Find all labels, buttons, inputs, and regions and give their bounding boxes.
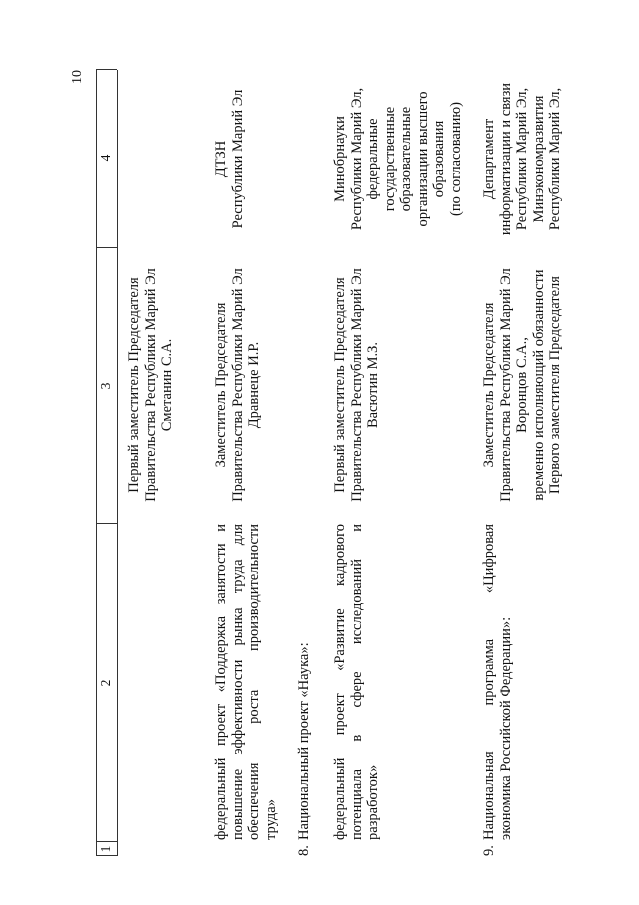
text-line: Национальная программа «Цифровая xyxy=(481,524,497,840)
section-number: 9. xyxy=(481,845,497,856)
text-line: экономика Российской Федерации»: xyxy=(497,616,514,840)
page-number: 10 xyxy=(70,70,85,84)
text-line: ДТЗН xyxy=(213,140,229,178)
text-line: Национальный проект «Наука»: xyxy=(296,642,312,840)
text-line: разработок» xyxy=(365,764,381,840)
text-line: федеральный проект «Поддержка занятости и xyxy=(213,524,229,840)
text-line: Республики Марий Эл, xyxy=(348,87,365,231)
row-responsible xyxy=(332,246,382,524)
header-col-3: 3 xyxy=(98,382,113,390)
row-executor xyxy=(213,70,246,248)
header-col-1: 1 xyxy=(98,845,113,853)
text-line: Воронцов С.А., xyxy=(514,337,530,433)
text-line: Первого заместителя Председателя xyxy=(547,276,563,494)
text-line: потенциала в сфере исследований и xyxy=(348,524,365,840)
text-line: Васютин М.З. xyxy=(365,341,381,429)
text-line: Заместитель Председателя xyxy=(213,302,229,468)
text-line: Республики Марий Эл, xyxy=(547,87,563,231)
header-divider xyxy=(96,523,117,524)
text-line: Дравнеце И.Р. xyxy=(246,341,262,429)
text-line: информатизации и связи xyxy=(497,82,514,236)
text-line: труда» xyxy=(262,799,279,840)
text-line: Правительства Республики Марий Эл xyxy=(142,268,159,502)
text-line: Республики Марий Эл, xyxy=(514,87,530,231)
table-top-border xyxy=(96,70,97,856)
table-grid xyxy=(96,70,576,856)
text-line: Департамент xyxy=(481,118,497,200)
text-line: временно исполняющий обязанности xyxy=(530,269,547,501)
row-responsible xyxy=(126,246,176,524)
rotated-table xyxy=(96,70,576,856)
header-divider xyxy=(96,247,117,248)
row-executor xyxy=(332,70,464,248)
header-bottom-border xyxy=(117,70,118,856)
text-line: Правительства Республики Марий Эл xyxy=(497,268,514,502)
text-line: Минэкономразвития xyxy=(530,95,547,223)
text-line: Правительства Республики Марий Эл xyxy=(229,268,246,502)
text-line: Минобрнауки xyxy=(332,116,348,202)
text-line: Республики Марий Эл xyxy=(229,89,246,229)
text-line: повышение эффективности рынка труда для xyxy=(229,524,246,840)
section-title xyxy=(296,524,313,840)
text-line: Заместитель Председателя xyxy=(481,302,497,468)
text-line: обеспечения роста производительности xyxy=(246,524,262,840)
row-responsible xyxy=(213,246,263,524)
header-divider xyxy=(96,69,117,70)
text-line: Правительства Республики Марий Эл xyxy=(348,268,365,502)
text-line: (по согласованию) xyxy=(447,102,464,216)
header-col-4: 4 xyxy=(98,154,113,162)
row-executor xyxy=(481,70,564,248)
text-line: федеральные xyxy=(365,118,381,200)
row-responsible xyxy=(481,246,564,524)
row-project xyxy=(213,524,279,840)
text-line: Первый заместитель Председателя xyxy=(126,277,142,493)
text-line: Первый заместитель Председателя xyxy=(332,277,348,493)
header-col-2: 2 xyxy=(98,679,113,687)
text-line: Сметанин С.А. xyxy=(159,338,175,432)
text-line: федеральный проект «Развитие кадрового xyxy=(332,524,348,840)
text-line: государственные xyxy=(381,106,398,212)
text-line: организации высшего xyxy=(414,91,431,227)
row-project xyxy=(332,524,382,840)
text-line: образования xyxy=(431,120,447,198)
text-line: образовательные xyxy=(398,106,414,212)
row-project xyxy=(481,524,514,840)
section-number: 8. xyxy=(296,845,312,856)
